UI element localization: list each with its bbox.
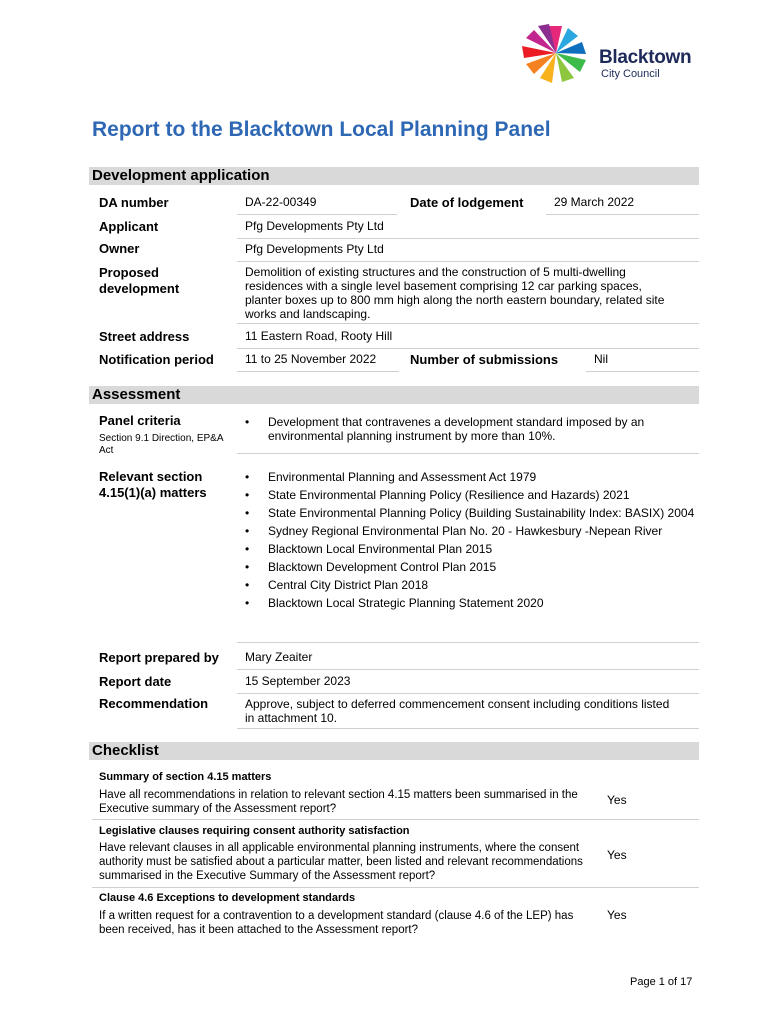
da-number-value: DA-22-00349 [237, 195, 397, 215]
proposed-label: Proposed development [99, 265, 180, 296]
page-title: Report to the Blacktown Local Planning Panel [92, 118, 551, 141]
row-report-date [92, 673, 699, 695]
notification-value: 11 to 25 November 2022 [237, 352, 399, 372]
checklist-item-title: Clause 4.6 Exceptions to development standards [99, 892, 356, 904]
relevant-matters-label: Relevant section 4.15(1)(a) matters [99, 469, 207, 500]
applicant-label: Applicant [99, 219, 159, 234]
checklist-item-answer: Yes [607, 908, 627, 922]
report-date-label: Report date [99, 674, 172, 689]
row-street-address [92, 328, 699, 350]
star-logo-icon [516, 22, 596, 84]
row-notification [92, 351, 699, 373]
list-item: • Development that contravenes a development standard imposed by an environmental planning instrument by more than 10%. [237, 415, 699, 443]
checklist-item-title: Legislative clauses requiring consent authority satisfaction [99, 825, 410, 837]
row-recommendation [92, 696, 699, 730]
submissions-value: Nil [586, 352, 699, 372]
recommendation-label: Recommendation [99, 696, 209, 711]
list-item: • Blacktown Local Environmental Plan 2015 [237, 542, 699, 556]
row-owner [92, 241, 699, 263]
row-da-number [92, 194, 699, 216]
section-heading-development-application: Development application [89, 167, 699, 185]
lodgement-value: 29 March 2022 [546, 195, 699, 215]
prepared-label: Report prepared by [99, 650, 219, 665]
council-logo [516, 22, 701, 84]
relevant-matters-list [237, 470, 699, 643]
da-number-label: DA number [99, 195, 169, 210]
owner-value: Pfg Developments Pty Ltd [237, 242, 699, 262]
panel-criteria-label: Panel criteria Section 9.1 Direction, EP&A Act [99, 413, 223, 456]
section-heading-assessment: Assessment [89, 386, 699, 404]
logo-name: Blacktown [599, 47, 692, 68]
list-item: • Sydney Regional Environmental Plan No. 20 - Hawkesbury -Nepean River [237, 524, 699, 538]
street-value: 11 Eastern Road, Rooty Hill [237, 329, 699, 349]
lodgement-label: Date of lodgement [410, 195, 524, 210]
row-panel-criteria [92, 413, 699, 461]
list-item: • State Environmental Planning Policy (Resilience and Hazards) 2021 [237, 488, 699, 502]
panel-criteria-sub: Section 9.1 Direction, EP&A Act [99, 433, 223, 456]
checklist-item [92, 890, 699, 940]
logo-subtitle: City Council [601, 68, 660, 80]
checklist-item-question: If a written request for a contravention to a development standard (clause 4.6 of the LEP) has been received, has it been attached to the Assessment report? [99, 910, 574, 936]
row-applicant [92, 218, 699, 240]
list-item: • Blacktown Development Control Plan 2015 [237, 560, 699, 574]
row-relevant-matters [92, 468, 699, 646]
checklist-item-answer: Yes [607, 848, 627, 862]
prepared-value: Mary Zeaiter [237, 650, 699, 670]
street-label: Street address [99, 329, 190, 344]
submissions-label: Number of submissions [410, 352, 559, 367]
checklist-item [92, 769, 699, 820]
proposed-value: Demolition of existing structures and the construction of 5 multi-dwelling residences with a single level basement comprising 12 car parking spaces, planter boxes up to 800 mm high along the north eastern boundary, related site works and landscaping. [237, 265, 699, 324]
checklist-item-question: Have relevant clauses in all applicable environmental planning instruments, where the consent authority must be satisfied about a particular matter, been listed and relevant recommendations summarised in the Executive Summary of the Assessment report? [99, 842, 583, 882]
owner-label: Owner [99, 241, 140, 256]
checklist-item-title: Summary of section 4.15 matters [99, 771, 272, 783]
checklist-item-question: Have all recommendations in relation to relevant section 4.15 matters been summarised in the Executive summary of the Assessment report? [99, 789, 578, 815]
list-item: • Central City District Plan 2018 [237, 578, 699, 592]
list-item: • Blacktown Local Strategic Planning Statement 2020 [237, 596, 699, 610]
report-date-value: 15 September 2023 [237, 674, 699, 694]
checklist-item [92, 823, 699, 888]
section-heading-checklist: Checklist [89, 742, 699, 760]
checklist-item-answer: Yes [607, 793, 627, 807]
row-proposed-development [92, 264, 699, 326]
list-item: • Environmental Planning and Assessment Act 1979 [237, 470, 699, 484]
notification-label: Notification period [99, 352, 214, 367]
recommendation-value: Approve, subject to deferred commencement consent including conditions listed in attachment 10. [237, 697, 699, 729]
row-report-prepared-by [92, 650, 699, 672]
panel-criteria-list [237, 415, 699, 454]
list-item: • State Environmental Planning Policy (Building Sustainability Index: BASIX) 2004 [237, 506, 699, 520]
page-number: Page 1 of 17 [630, 976, 693, 988]
applicant-value: Pfg Developments Pty Ltd [237, 219, 699, 239]
